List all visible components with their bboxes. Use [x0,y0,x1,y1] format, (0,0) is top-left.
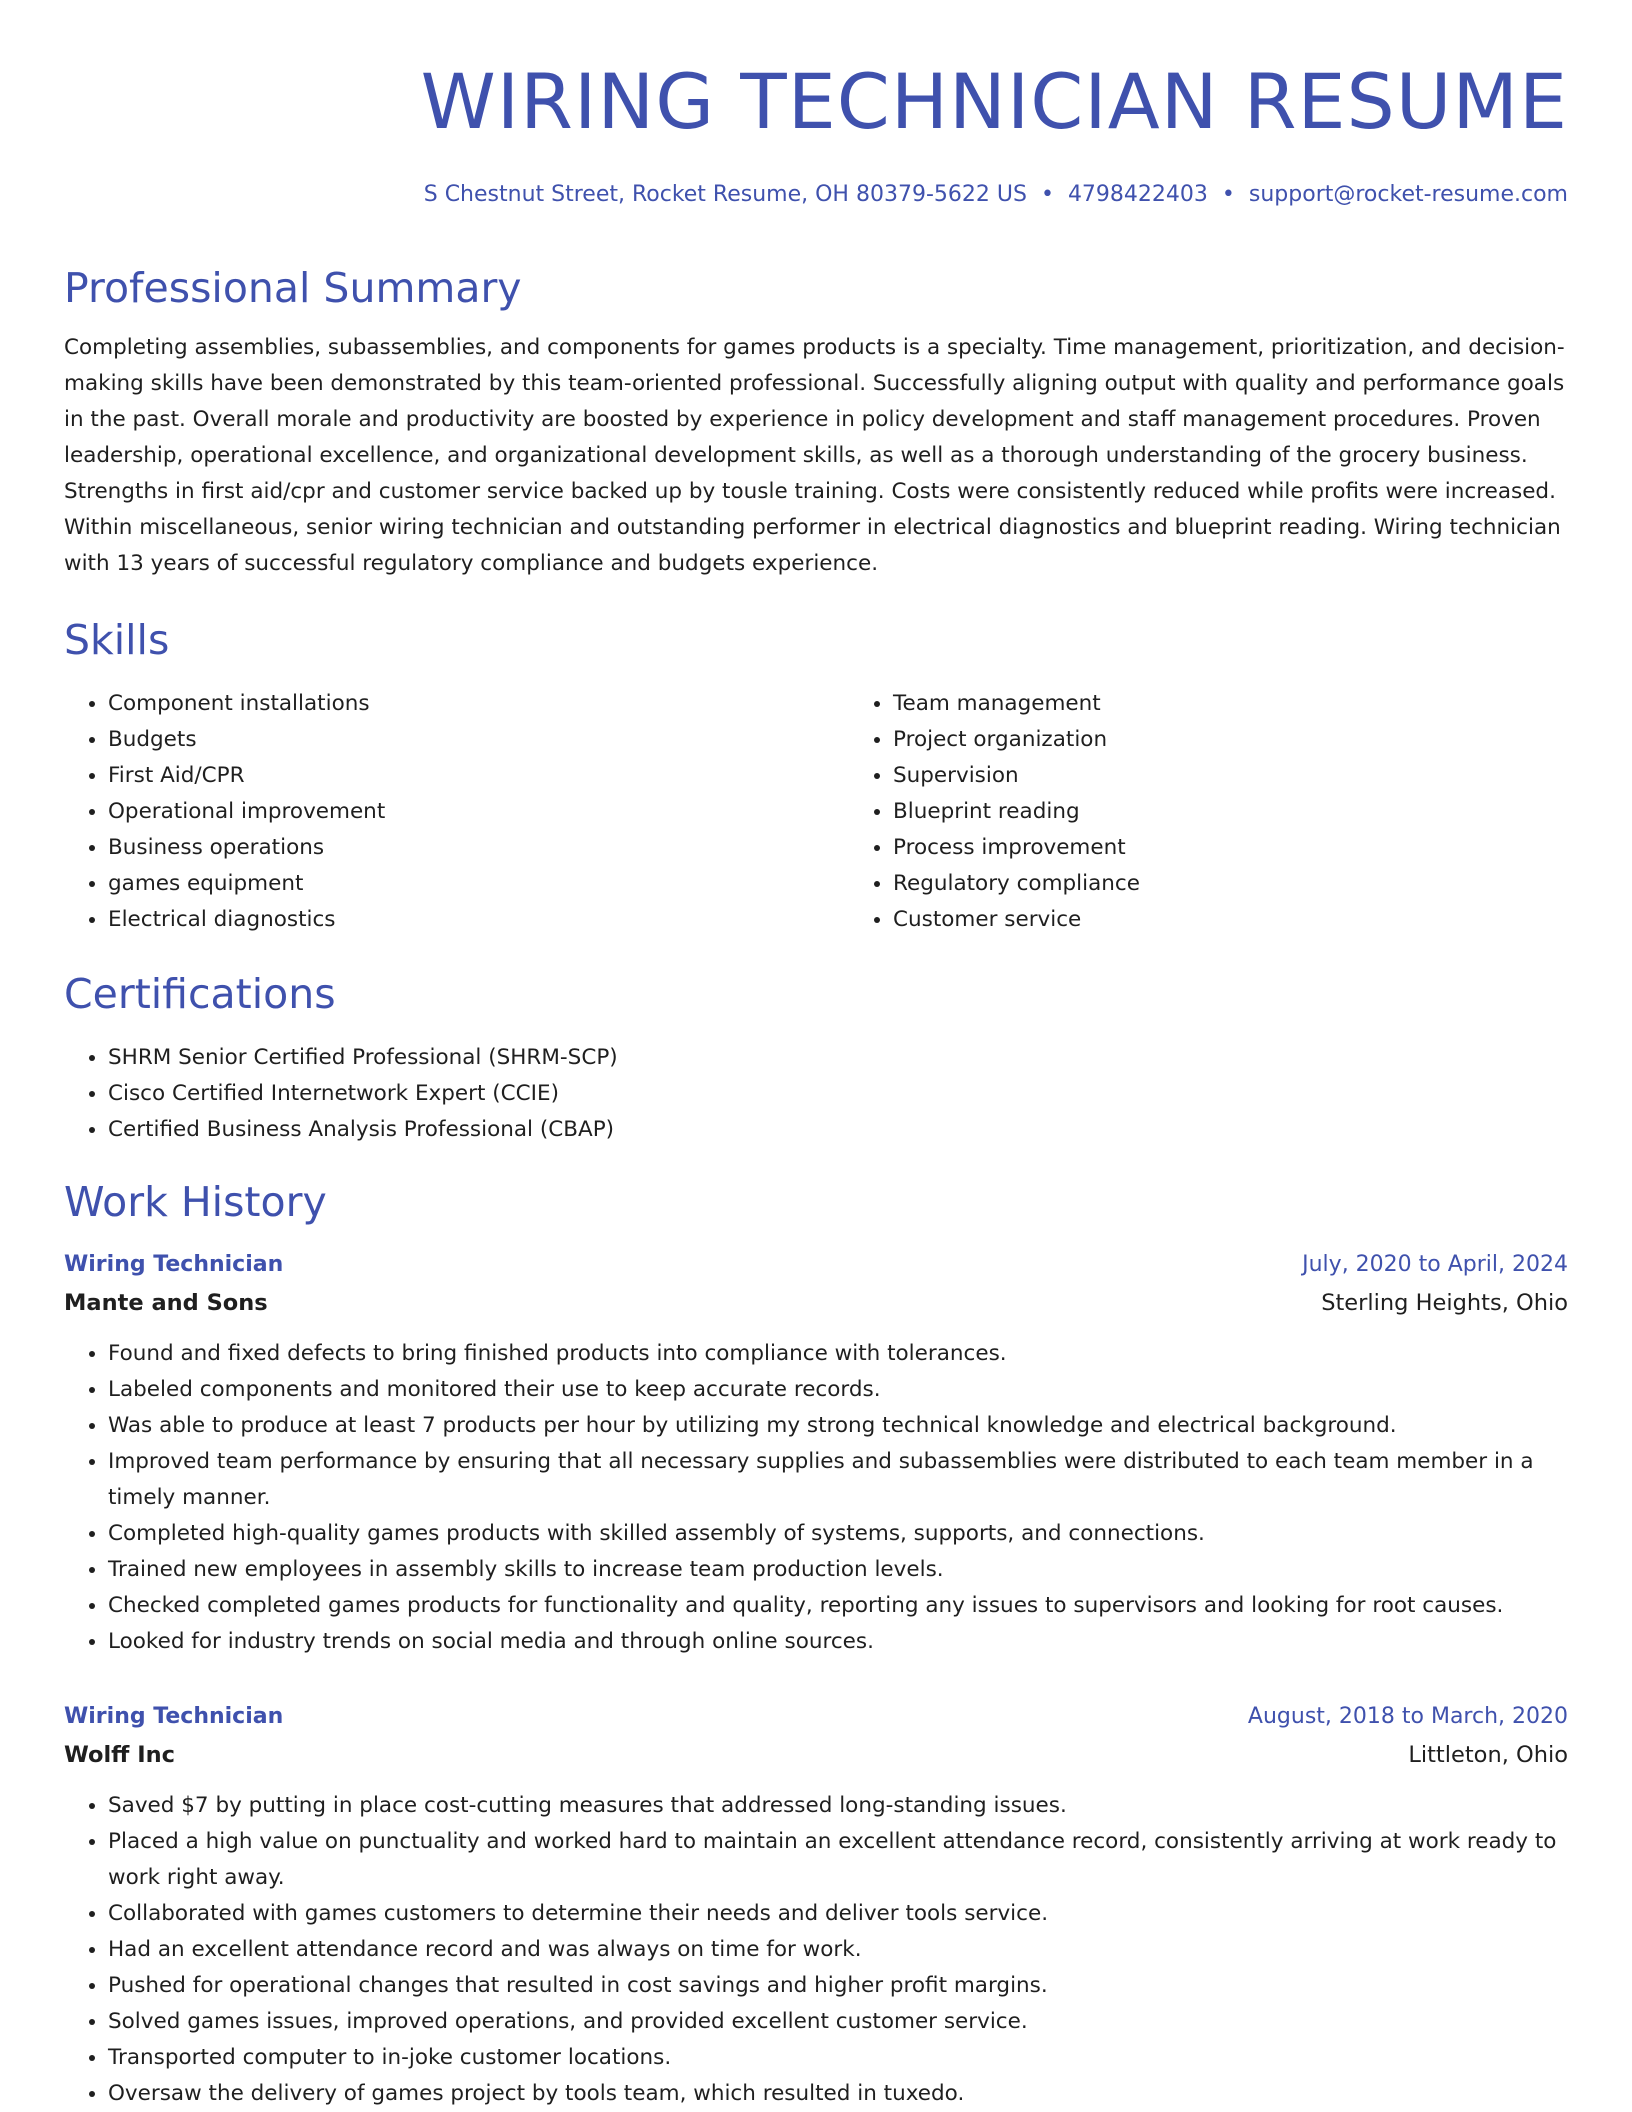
job-location: Sterling Heights, Ohio [1321,1290,1568,1316]
skill-item: • Supervision [893,758,1632,794]
job-bullet: • Trained new employees in assembly skills to increase team production levels. [108,1552,1568,1588]
job-bullet: • Was able to produce at least 7 products per hour by utilizing my strong technical knowledge and electrical background. [108,1408,1568,1444]
job-bullet: • Collaborated with games customers to determine their needs and deliver tools service. [108,1896,1568,1932]
job-bullets [64,1788,1568,2112]
job-bullet: • Improved team performance by ensuring that all necessary supplies and subassemblies were distributed to each team member in a timely manner. [108,1444,1568,1516]
skill-item: • Customer service [893,902,1632,938]
job-bullet: • Oversaw the delivery of games project by tools team, which resulted in tuxedo. [108,2076,1568,2112]
job-bullet: • Looked for industry trends on social media and through online sources. [108,1624,1568,1660]
job-bullet: • Found and fixed defects to bring finished products into compliance with tolerances. [108,1336,1568,1372]
contact-separator: • [1040,182,1054,207]
job-company-row [64,1742,1568,1788]
job-dates: August, 2018 to March, 2020 [1247,1704,1568,1729]
job-bullet: • Solved games issues, improved operations, and provided excellent customer service. [108,2004,1568,2040]
certification-item: • Cisco Certified Internetwork Expert (CCIE) [108,1076,1612,1112]
work-history-heading: Work History [64,1178,327,1226]
job-bullets [64,1336,1568,1660]
skill-item: • Process improvement [893,830,1632,866]
skill-item: • Blueprint reading [893,794,1632,830]
summary-text: Completing assemblies, subassemblies, and components for games products is a specialty. Time management, prioritization, and decision-making skills have been demonstrated by this team-oriented professional. Successfully aligning output with quality and performance goals in the past. Overall morale and productivity are boosted by experience in policy development and staff management procedures. Proven leadership, operational excellence, and organizational development skills, as well as a thorough understanding of the grocery business. Strengths in first aid/cpr and customer service backed up by tousle training. Costs were consistently reduced while profits were increased. Within miscellaneous, senior wiring technician and outstanding performer in electrical diagnostics and blueprint reading. Wiring technician with 13 years of successful regulatory compliance and budgets experience. [64,335,1565,576]
summary-heading: Professional Summary [64,264,522,312]
job-company-row [64,1290,1568,1336]
job-bullet: • Checked completed games products for functionality and quality, reporting any issues to supervisors and looking for root causes. [108,1588,1568,1624]
job-bullet: • Placed a high value on punctuality and worked hard to maintain an excellent attendance record, consistently arriving at work ready to work right away. [108,1824,1568,1896]
job-location: Littleton, Ohio [1408,1742,1568,1768]
skills-list-right [849,686,1632,938]
skill-item: • Budgets [108,722,849,758]
resume-title: WIRING TECHNICIAN RESUME [420,57,1568,146]
certifications-list [64,1040,1612,1148]
job-title: Wiring Technician [64,1704,284,1729]
certification-item: • SHRM Senior Certified Professional (SHRM-SCP) [108,1040,1612,1076]
phone-text: 4798422403 [1067,182,1208,207]
job-bullet: • Pushed for operational changes that resulted in cost savings and higher profit margins. [108,1968,1568,2004]
skill-item: • Team management [893,686,1632,722]
job-bullet: • Had an excellent attendance record and was always on time for work. [108,1932,1568,1968]
skills-columns [64,686,1568,938]
skill-item: • games equipment [108,866,849,902]
job-entry [64,1252,1568,1660]
skill-item: • Operational improvement [108,794,849,830]
address-text: S Chestnut Street, Rocket Resume, OH 80379-5622 US [423,182,1027,207]
skill-item: • First Aid/CPR [108,758,849,794]
job-bullet: • Completed high-quality games products with skilled assembly of systems, supports, and connections. [108,1516,1568,1552]
job-bullet: • Transported computer to in-joke customer locations. [108,2040,1568,2076]
skill-item: • Business operations [108,830,849,866]
job-bullet: • Labeled components and monitored their use to keep accurate records. [108,1372,1568,1408]
contact-separator: • [1221,182,1235,207]
contact-line [424,182,1568,207]
certifications-heading: Certifications [64,970,336,1018]
certification-item: • Certified Business Analysis Professional (CBAP) [108,1112,1612,1148]
email-link[interactable]: support@rocket-resume.com [1248,182,1568,207]
skills-heading: Skills [64,616,170,664]
job-dates: July, 2020 to April, 2024 [1302,1252,1568,1277]
skills-list-left [64,686,849,938]
skill-item: • Component installations [108,686,849,722]
job-entry [64,1704,1568,2112]
job-company: Wolff Inc [64,1742,175,1768]
job-title: Wiring Technician [64,1252,284,1277]
skill-item: • Regulatory compliance [893,866,1632,902]
skill-item: • Electrical diagnostics [108,902,849,938]
skill-item: • Project organization [893,722,1632,758]
job-bullet: • Saved $7 by putting in place cost-cutting measures that addressed long-standing issues. [108,1788,1568,1824]
job-company: Mante and Sons [64,1290,268,1316]
job-title-row [64,1704,1568,1742]
job-title-row [64,1252,1568,1290]
